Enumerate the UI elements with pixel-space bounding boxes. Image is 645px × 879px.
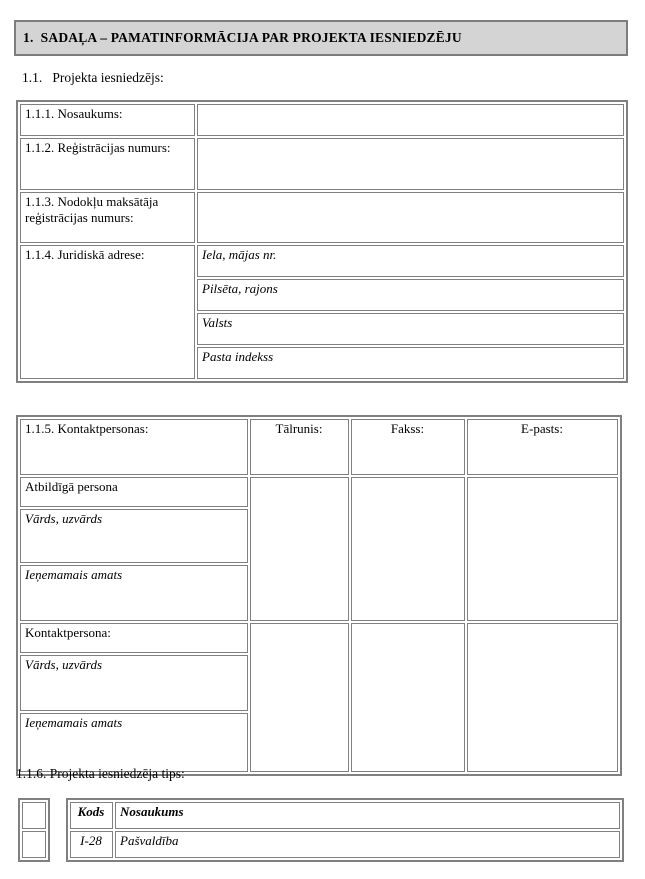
type-section-label: 1.1.6. Projekta iesniedzēja tips: [16,766,185,781]
column-header-epasts: E-pasts: [467,419,618,475]
table-row [20,623,618,653]
input-cell-iela-majas-nr[interactable]: Iela, mājas nr. [197,245,624,277]
input-cell-pasta-indekss[interactable]: Pasta indekss [197,347,624,379]
table-row [22,802,46,829]
input-cell-nodoklu-numurs[interactable] [197,192,624,243]
contacts-table [16,415,622,776]
type-checkbox-pasvaldiba[interactable] [22,831,46,858]
input-cell-kontaktpersona-talrunis[interactable] [250,623,349,772]
column-header-kods: Kods [70,802,113,829]
section-header: 1. SADAĻA – PAMATINFORMĀCIJA PAR PROJEKTA IESNIEDZĒJU [14,20,628,56]
type-checkbox-column [18,798,50,862]
table-row [20,138,624,190]
input-cell-valsts[interactable]: Valsts [197,313,624,345]
table-row [20,419,618,475]
column-header-talrunis: Tālrunis: [250,419,349,475]
column-header-fakss: Fakss: [351,419,465,475]
table-row [20,104,624,136]
input-cell-nosaukums[interactable] [197,104,624,136]
subsection-title: 1.1. Projekta iesniedzējs: [22,70,164,85]
table-row [70,802,620,829]
field-caption-vards-uzvards: Vārds, uzvārds [20,655,248,711]
group-title-kontaktpersona: Kontaktpersona: [20,623,248,653]
table-row [22,831,46,858]
type-code-cell: I-28 [70,831,113,858]
field-caption-ienemamais-amats: Ieņemamais amats [20,713,248,772]
row-label-nosaukums: 1.1.1. Nosaukums: [20,104,195,136]
input-cell-kontaktpersona-fakss[interactable] [351,623,465,772]
input-cell-atbildiga-talrunis[interactable] [250,477,349,621]
table-row [20,245,624,277]
input-cell-atbildiga-fakss[interactable] [351,477,465,621]
table-row [20,477,618,507]
type-table [66,798,624,862]
input-cell-registracijas-numurs[interactable] [197,138,624,190]
applicant-table [16,100,628,383]
type-checkbox-header[interactable] [22,802,46,829]
contacts-header-label: 1.1.5. Kontaktpersonas: [20,419,248,475]
table-row [20,192,624,243]
row-label-registracijas-numurs: 1.1.2. Reģistrācijas numurs: [20,138,195,190]
column-header-nosaukums: Nosaukums [115,802,620,829]
type-name-cell: Pašvaldība [115,831,620,858]
group-title-atbildiga-persona: Atbildīgā persona [20,477,248,507]
input-cell-pilseta-rajons[interactable]: Pilsēta, rajons [197,279,624,311]
field-caption-vards-uzvards: Vārds, uzvārds [20,509,248,563]
input-cell-atbildiga-epasts[interactable] [467,477,618,621]
field-caption-ienemamais-amats: Ieņemamais amats [20,565,248,621]
row-label-juridiska-adrese: 1.1.4. Juridiskā adrese: [20,245,195,379]
table-row [70,831,620,858]
row-label-nodoklu-numurs: 1.1.3. Nodokļu maksātāja reģistrācijas numurs: [20,192,195,243]
input-cell-kontaktpersona-epasts[interactable] [467,623,618,772]
